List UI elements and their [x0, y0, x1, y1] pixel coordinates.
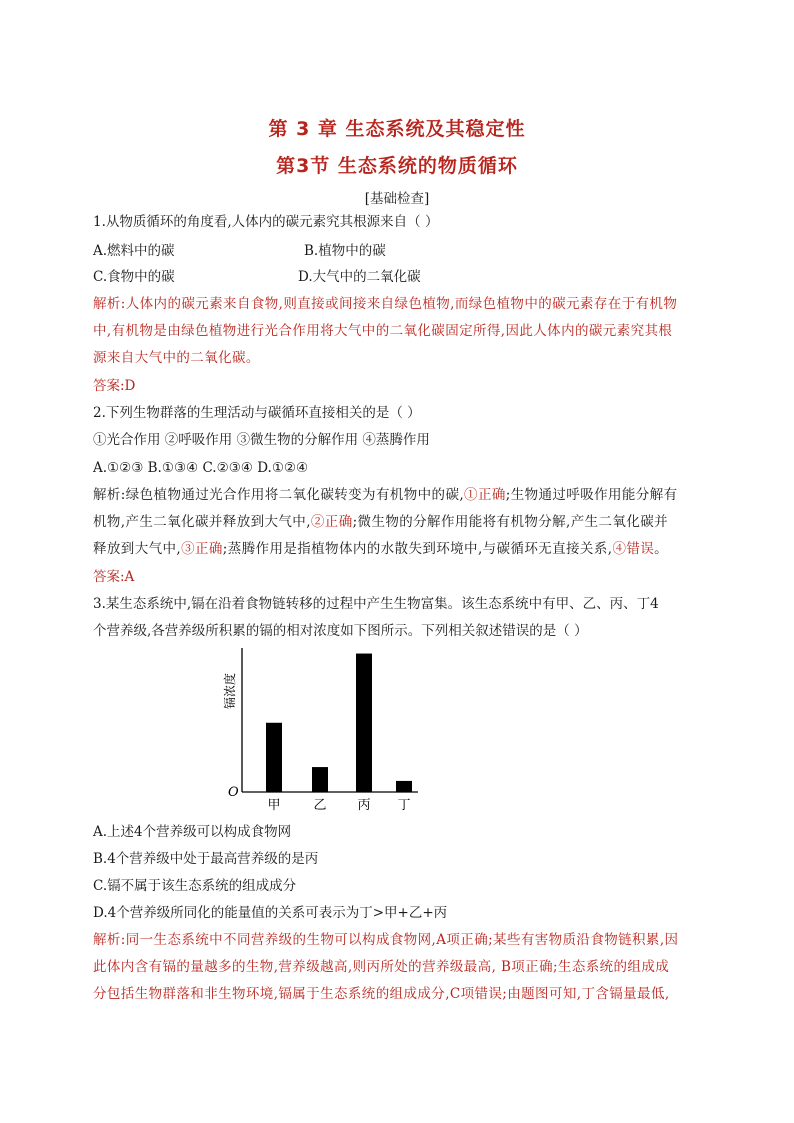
q3-option-c: C.镉不属于该生态系统的组成成分	[93, 878, 297, 894]
tick-label: 丙	[357, 798, 371, 813]
tick-label: 丁	[397, 798, 411, 813]
q3-option-b: B.4个营养级中处于最高营养级的是丙	[93, 851, 319, 867]
tick-label: 乙	[313, 798, 327, 813]
analysis-verdict: ①正确	[464, 487, 506, 503]
q1-analysis-line: 源来自大气中的二氧化碳。	[93, 350, 260, 366]
q3-analysis-line: 分包括生物群落和非生物环境,镉属于生态系统的组成成分,C项错误;由题图可知,丁含镉量最低,	[93, 986, 670, 1002]
analysis-verdict: ②正确	[310, 514, 353, 530]
question-2-stem: 2.下列生物群落的生理活动与碳循环直接相关的是（ ）	[93, 405, 421, 421]
q2-analysis-line	[93, 485, 678, 505]
analysis-text: ;生物通过呼吸作用能分解有	[505, 487, 678, 503]
analysis-text: 。	[654, 541, 669, 557]
analysis-text: 释放到大气中,	[93, 541, 182, 557]
q1-analysis-line: 中,有机物是由绿色植物进行光合作用将大气中的二氧化碳固定所得,因此人体内的碳元素究其根	[93, 323, 673, 339]
q1-option-c: C.食物中的碳	[93, 269, 175, 285]
q2-answer: 答案:A	[93, 569, 135, 585]
section-subtitle: [基础检查]	[364, 191, 430, 207]
section-title: 第3节 生态系统的物质循环	[276, 155, 518, 177]
q1-answer: 答案:D	[93, 378, 136, 394]
q1-option-d: D.大气中的二氧化碳	[298, 269, 421, 285]
question-3-stem: 3.某生态系统中,镉在沿着食物链转移的过程中产生生物富集。该生态系统中有甲、乙、丙、丁4	[93, 596, 659, 612]
q3-analysis-line: 此体内含有镉的量越多的生物,营养级越高,则丙所处的营养级最高, B项正确;生态系统的组成成	[93, 959, 670, 975]
analysis-text: ;蒸腾作用是指植物体内的水散失到环境中,与碳循环无直接关系,	[222, 541, 613, 557]
cadmium-bar-chart	[222, 644, 432, 816]
bar-丙	[356, 654, 372, 792]
y-axis-label: 镉浓度	[223, 672, 237, 710]
q2-options: A.①②③ B.①③④ C.②③④ D.①②④	[93, 460, 309, 476]
q3-analysis-line: 解析:同一生态系统中不同营养级的生物可以构成食物网,A项正确;某些有害物质沿食物链积累,因	[93, 932, 679, 948]
q1-analysis-line: 解析:人体内的碳元素来自食物,则直接或间接来自绿色植物,而绿色植物中的碳元素存在于有机物	[93, 296, 678, 312]
origin-label: O	[228, 785, 239, 800]
analysis-text: 机物,产生二氧化碳并释放到大气中,	[93, 514, 311, 530]
bar-丁	[396, 781, 412, 792]
analysis-text: ;微生物的分解作用能将有机物分解,产生二氧化碳并	[352, 514, 669, 530]
tick-label: 甲	[267, 798, 281, 813]
q3-option-d: D.4个营养级所同化的能量值的关系可表示为丁>甲+乙+丙	[93, 905, 448, 921]
q3-option-a: A.上述4个营养级可以构成食物网	[93, 824, 292, 840]
q2-analysis-line	[93, 539, 668, 559]
q1-option-b: B.植物中的碳	[304, 243, 386, 259]
bar-甲	[266, 723, 282, 792]
chapter-title: 第 3 章 生态系统及其稳定性	[268, 118, 526, 140]
analysis-verdict: ④错误	[612, 541, 655, 557]
q1-option-a: A.燃料中的碳	[93, 243, 175, 259]
question-1-stem: 1.从物质循环的角度看,人体内的碳元素究其根源来自（ ）	[93, 214, 439, 230]
analysis-verdict: ③正确	[181, 541, 223, 557]
bar-乙	[312, 767, 328, 792]
analysis-text: 解析:绿色植物通过光合作用将二氧化碳转变为有机物中的碳,	[93, 487, 465, 503]
q2-items: ①光合作用 ②呼吸作用 ③微生物的分解作用 ④蒸腾作用	[93, 432, 430, 448]
q2-analysis-line	[93, 512, 668, 532]
question-3-stem: 个营养级,各营养级所积累的镉的相对浓度如下图所示。下列相关叙述错误的是（ ）	[93, 623, 588, 639]
